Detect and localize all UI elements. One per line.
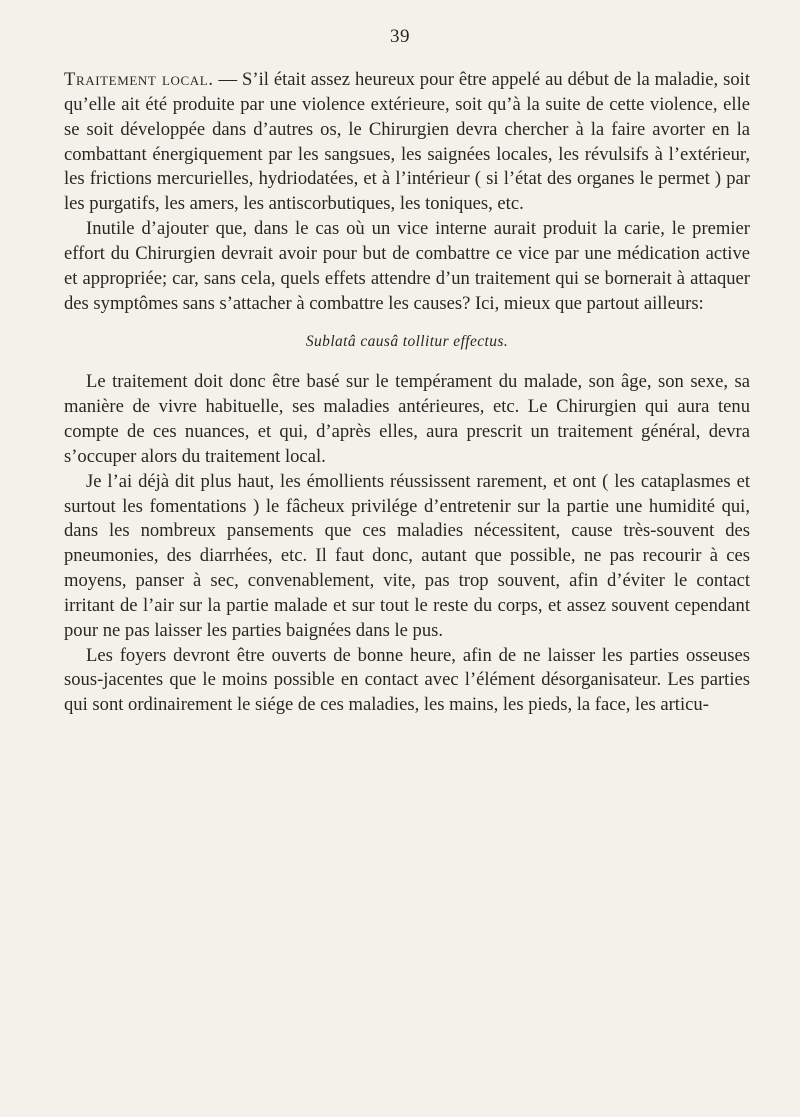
page-number: 39 — [390, 26, 410, 47]
body-text — [64, 68, 750, 718]
paragraph-5: Les foyers devront être ouverts de bonne heure, afin de ne laisser les parties osseuses sous-jacentes que le moins possible en contact avec l’élément désorganisateur. Les parties qui sont ordinairement le siége de ces maladies, les mains, les pieds, la face, les articu- — [64, 644, 750, 716]
paragraph-3: Le traitement doit donc être basé sur le tempérament du malade, son âge, son sexe, sa manière de vivre habituelle, ses maladies antérieures, etc. Le Chirurgien qui aura tenu compte de ces nuances, et qui, d’après elles, aura prescrit un traitement général, devra s’occuper alors du traitement local. — [64, 371, 750, 467]
paragraph-traitement-local — [64, 68, 750, 217]
paragraph-4: Je l’ai déjà dit plus haut, les émollients réussissent rarement, et ont ( les cataplasmes et surtout les fomentations ) le fâcheux privilége d’entretenir sur la partie une humidité qui, dans les nombreux pansements que ces maladies nécessitent, cause très-souvent des pneumonies, des diarrhées, etc. Il faut donc, autant que possible, ne pas recourir à ces moyens, panser à sec, convenablement, vite, pas trop souvent, afin d’éviter le contact irritant de l’air sur la partie malade et sur tout le reste du corps, et assez souvent cependant pour ne pas laisser les parties baignées dans le pus. — [64, 470, 750, 641]
section-heading: Traitement local. — [64, 69, 214, 90]
latin-quote: Sublatâ causâ tollitur effectus. — [305, 333, 509, 351]
paragraph-2: Inutile d’ajouter que, dans le cas où un vice interne aurait produit la carie, le premier effort du Chirurgien devrait avoir pour but de combattre ce vice par une médication active et appropriée; car, sans cela, quels effets attendre d’un traitement qui se bornerait à attaquer des symptômes sans s’attacher à combattre les causes? Ici, mieux que partout ailleurs: — [64, 218, 750, 314]
paragraph-1-body: — S’il était assez heureux pour être appelé au début de la maladie, soit qu’elle ait été produite par une violence extérieure, soit qu’à la suite de cette violence, elle se soit développée dans d’autres os, le Chirurgien devra chercher à la faire avorter en la combattant énergiquement par les sangsues, les saignées locales, les révulsifs à l’extérieur, les frictions mercurielles, hydriodatées, et à l’intérieur ( si l’état des organes le permet ) par les purgatifs, les amers, les antiscorbutiques, les toniques, etc. — [64, 69, 750, 215]
